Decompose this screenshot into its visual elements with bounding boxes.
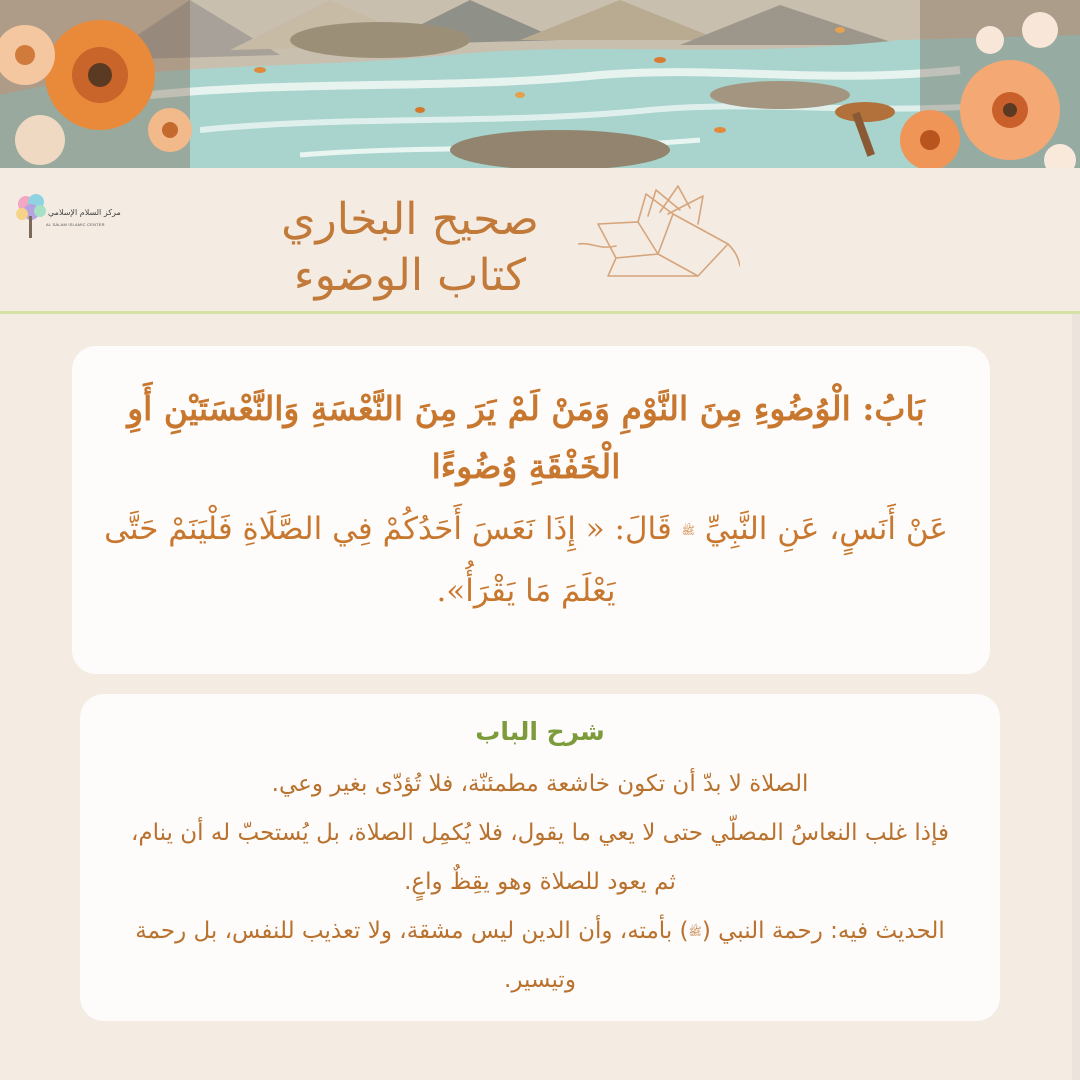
- explanation-card: [80, 694, 1000, 1021]
- explanation-body: [120, 760, 960, 1005]
- center-logo: [10, 192, 121, 242]
- hadith-text-part1: عَنْ أَنَسٍ، عَنِ النَّبِيِّ: [704, 511, 948, 547]
- logo-name-arabic: مركز السلام الإسلامي: [48, 208, 121, 217]
- header-band: [0, 168, 1080, 314]
- salawat-symbol: ﷺ: [688, 925, 702, 938]
- hadith-card: [72, 346, 990, 674]
- tree-logo-icon: [12, 192, 54, 242]
- explanation-title: شرح الباب: [475, 717, 605, 746]
- chapter-heading: بَابُ: الْوُضُوءِ مِنَ النَّوْمِ وَمَنْ لَمْ يَرَ مِنَ النَّعْسَةِ وَالنَّعْسَتَيْنِ أَوِ الْخَفْقَةِ وُضُوءًا: [127, 389, 925, 486]
- hadith-text-part2: قَالَ: « إِذَا نَعَسَ أَحَدُكُمْ فِي الصَّلَاةِ فَلْيَنَمْ حَتَّى يَعْلَمَ مَا يَقْرَأُ».: [104, 511, 672, 609]
- explanation-line-3-part1: الحديث فيه: رحمة النبي (: [701, 918, 945, 944]
- hero-illustration: [0, 0, 1080, 168]
- explanation-line-2: فإذا غلب النعاسُ المصلّي حتى لا يعي ما يقول، فلا يُكمِل الصلاة، بل يُستحبّ له أن ينام، ثم يعود للصلاة وهو يقِظٌ واعٍ.: [130, 820, 950, 895]
- explanation-line-1: الصلاة لا بدّ أن تكون خاشعة مطمئنّة، فلا تُؤدّى بغير وعي.: [271, 771, 809, 797]
- right-edge-strip: [1072, 314, 1080, 1080]
- hadith-text: [92, 498, 960, 622]
- book-name: صحيح البخاري: [281, 194, 539, 245]
- open-book-icon: [578, 184, 740, 288]
- explanation-line-3: [120, 907, 960, 1005]
- logo-name-english: AL SALAM ISLAMIC CENTER: [46, 222, 105, 227]
- book-title: [240, 192, 580, 304]
- section-name: كتاب الوضوء: [293, 250, 527, 301]
- river-landscape-illustration: [0, 0, 1080, 168]
- explanation-line-3-part2: ) بأمته، وأن الدين ليس مشقة، ولا تعذيب للنفس، بل رحمة وتيسير.: [135, 918, 689, 993]
- salawat-symbol: ﷺ: [681, 524, 695, 537]
